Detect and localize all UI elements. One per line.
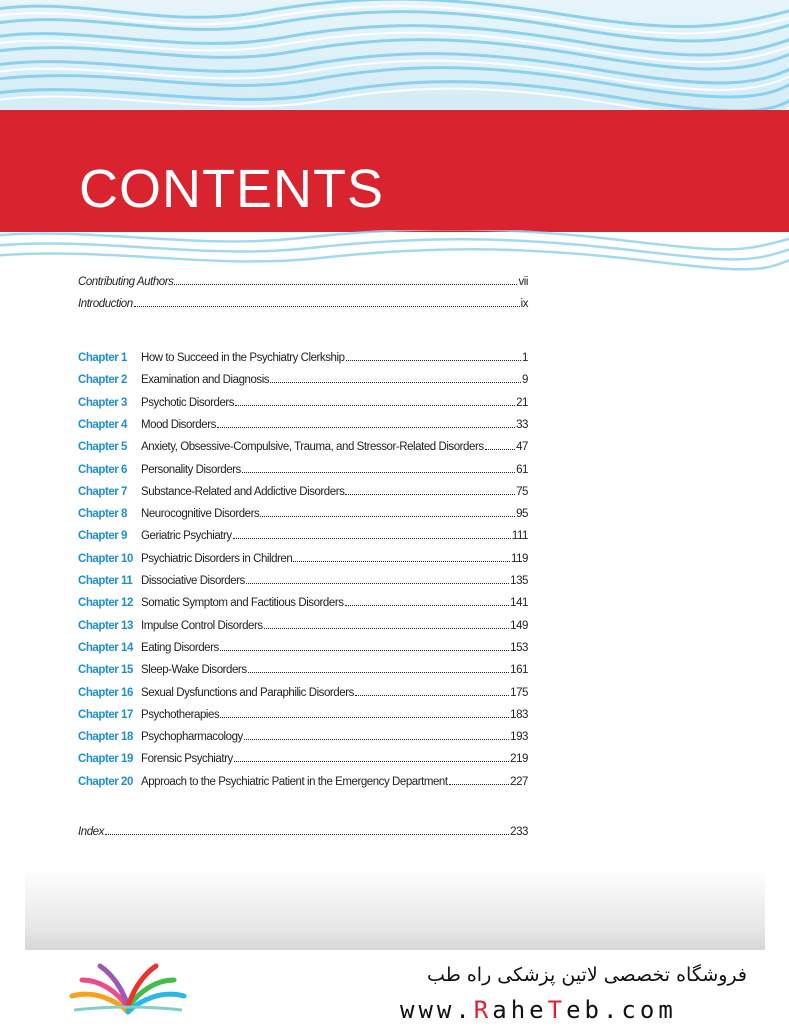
chapter-number: Chapter 11 [78, 575, 133, 587]
leader-dots [234, 752, 509, 762]
toc-chapter-11[interactable] [78, 574, 528, 592]
chapter-page: 227 [510, 775, 528, 788]
chapter-number: Chapter 4 [78, 418, 127, 431]
leader-dots [235, 396, 515, 406]
toc-chapter-10[interactable] [78, 552, 528, 570]
chapter-page: 193 [510, 731, 528, 744]
chapter-page: 111 [511, 530, 528, 543]
watermark-url[interactable] [400, 996, 750, 1024]
leader-dots [217, 418, 515, 428]
toc-chapter-6[interactable] [78, 463, 528, 481]
toc-chapter-8[interactable] [78, 507, 528, 525]
leader-dots [270, 373, 521, 383]
chapter-title: Substance-Related and Addictive Disorders [141, 485, 345, 498]
chapter-page: 9 [522, 374, 528, 387]
leader-dots [220, 708, 509, 718]
chapter-page: 135 [510, 575, 528, 587]
toc-entry-label: Index [78, 826, 104, 838]
leader-dots [260, 507, 515, 517]
url-suffix: .com [602, 996, 677, 1024]
toc-chapter-12[interactable] [78, 596, 528, 614]
leader-dots [346, 351, 522, 361]
chapter-number: Chapter 2 [78, 374, 127, 387]
toc-chapter-13[interactable] [78, 619, 528, 637]
chapter-page: 183 [510, 708, 528, 721]
watermark-shop-name: فروشگاه تخصصی لاتین پزشکی راه طب [427, 964, 747, 986]
toc-chapter-14[interactable] [78, 641, 528, 659]
chapter-number: Chapter 20 [78, 775, 133, 788]
chapter-title: Personality Disorders [141, 463, 241, 476]
toc-chapter-17[interactable] [78, 708, 528, 726]
chapter-number: Chapter 14 [78, 641, 133, 654]
toc-chapter-1[interactable] [78, 351, 528, 369]
chapter-number: Chapter 10 [78, 552, 133, 565]
chapter-page: 95 [516, 508, 528, 521]
chapter-title: Somatic Symptom and Factitious Disorders [141, 597, 344, 610]
chapter-number: Chapter 17 [78, 708, 133, 721]
chapter-page: 33 [516, 418, 528, 431]
chapter-number: Chapter 15 [78, 664, 133, 677]
toc-entry-page: vii [518, 276, 528, 288]
chapter-title: Psychopharmacology [141, 731, 243, 744]
leader-dots [293, 552, 510, 562]
chapter-number: Chapter 7 [78, 485, 127, 498]
chapter-title: Impulse Control Disorders [141, 619, 263, 632]
chapter-number: Chapter 19 [78, 753, 133, 766]
toc-entry-label: Introduction [78, 298, 133, 310]
chapter-page: 149 [510, 619, 528, 632]
url-prefix: www. [400, 996, 474, 1024]
chapter-number: Chapter 5 [78, 441, 127, 454]
toc-chapter-3[interactable] [78, 396, 528, 414]
chapter-page: 1 [522, 352, 528, 364]
chapter-number: Chapter 8 [78, 508, 127, 521]
chapter-number: Chapter 9 [78, 530, 127, 543]
chapter-title: Forensic Psychiatry [141, 753, 233, 766]
chapter-page: 219 [510, 753, 528, 766]
chapter-title: How to Succeed in the Psychiatry Clerkship [141, 352, 345, 364]
toc-chapter-2[interactable] [78, 373, 528, 391]
chapter-number: Chapter 18 [78, 731, 133, 744]
chapter-title: Geriatric Psychiatry [141, 530, 232, 543]
toc-entry-introduction[interactable] [78, 297, 528, 315]
leader-dots [264, 619, 509, 629]
toc-chapter-9[interactable] [78, 529, 528, 547]
toc-chapter-20[interactable] [78, 775, 528, 793]
leader-dots [233, 529, 511, 539]
chapter-number: Chapter 1 [78, 352, 127, 364]
chapter-title: Psychotic Disorders [141, 396, 235, 409]
chapter-title: Eating Disorders [141, 641, 219, 654]
url-part-eb: eb [566, 996, 603, 1024]
chapter-title: Psychiatric Disorders in Children [141, 552, 293, 565]
chapter-number: Chapter 12 [78, 597, 133, 610]
page-title: CONTENTS [79, 159, 384, 219]
page-bottom-shadow [25, 868, 765, 950]
leader-dots [220, 641, 509, 651]
leader-dots [248, 663, 510, 673]
chapter-number: Chapter 16 [78, 686, 133, 699]
url-accent-t: T [547, 996, 567, 1024]
url-part-ahe: ahe [492, 996, 548, 1024]
leader-dots [134, 297, 520, 307]
chapter-page: 21 [516, 396, 528, 409]
leader-dots [449, 775, 510, 785]
toc-chapter-5[interactable] [78, 440, 528, 458]
chapter-title: Sexual Dysfunctions and Paraphilic Disorders [141, 686, 354, 699]
open-book-logo-icon [64, 960, 192, 1020]
banner-wave-pattern [0, 230, 789, 272]
toc-chapter-16[interactable] [78, 686, 528, 704]
leader-dots [345, 596, 510, 606]
chapter-number: Chapter 13 [78, 619, 133, 632]
leader-dots [485, 440, 515, 450]
toc-chapter-4[interactable] [78, 418, 528, 436]
chapter-page: 153 [510, 641, 528, 654]
leader-dots [242, 463, 515, 473]
chapter-title: Examination and Diagnosis [141, 374, 270, 387]
toc-chapter-7[interactable] [78, 485, 528, 503]
header-wave-pattern [0, 0, 789, 112]
chapter-title: Sleep-Wake Disorders [141, 664, 247, 677]
chapter-title: Mood Disorders [141, 418, 216, 431]
chapter-page: 75 [516, 485, 528, 498]
chapter-page: 141 [510, 597, 528, 610]
chapter-page: 175 [510, 686, 528, 699]
toc-entry-page: 233 [510, 826, 528, 838]
chapter-page: 61 [516, 463, 528, 476]
toc-chapter-19[interactable] [78, 752, 528, 770]
leader-dots [244, 730, 509, 740]
leader-dots [355, 686, 509, 696]
url-accent-r: R [473, 996, 493, 1024]
chapter-page: 161 [510, 664, 528, 677]
toc-chapter-18[interactable] [78, 730, 528, 748]
chapter-title: Anxiety, Obsessive-Compulsive, Trauma, and Stressor-Related Disorders [141, 441, 484, 454]
chapter-number: Chapter 3 [78, 396, 127, 409]
toc-chapter-15[interactable] [78, 663, 528, 681]
chapter-title: Approach to the Psychiatric Patient in the Emergency Department [141, 775, 448, 788]
chapter-title: Dissociative Disorders [141, 575, 245, 587]
toc-entry-index[interactable] [78, 825, 528, 843]
chapter-title: Psychotherapies [141, 708, 220, 721]
leader-dots [246, 574, 509, 584]
chapter-number: Chapter 6 [78, 463, 127, 476]
leader-dots [174, 275, 517, 285]
toc-entry-page: ix [520, 298, 528, 310]
leader-dots [105, 825, 509, 835]
chapter-title: Neurocognitive Disorders [141, 508, 260, 521]
leader-dots [345, 485, 515, 495]
chapter-page: 47 [516, 441, 528, 454]
toc-entry-contributing-authors[interactable] [78, 275, 528, 293]
toc-entry-label: Contributing Authors [78, 276, 174, 288]
chapter-page: 119 [511, 552, 528, 565]
